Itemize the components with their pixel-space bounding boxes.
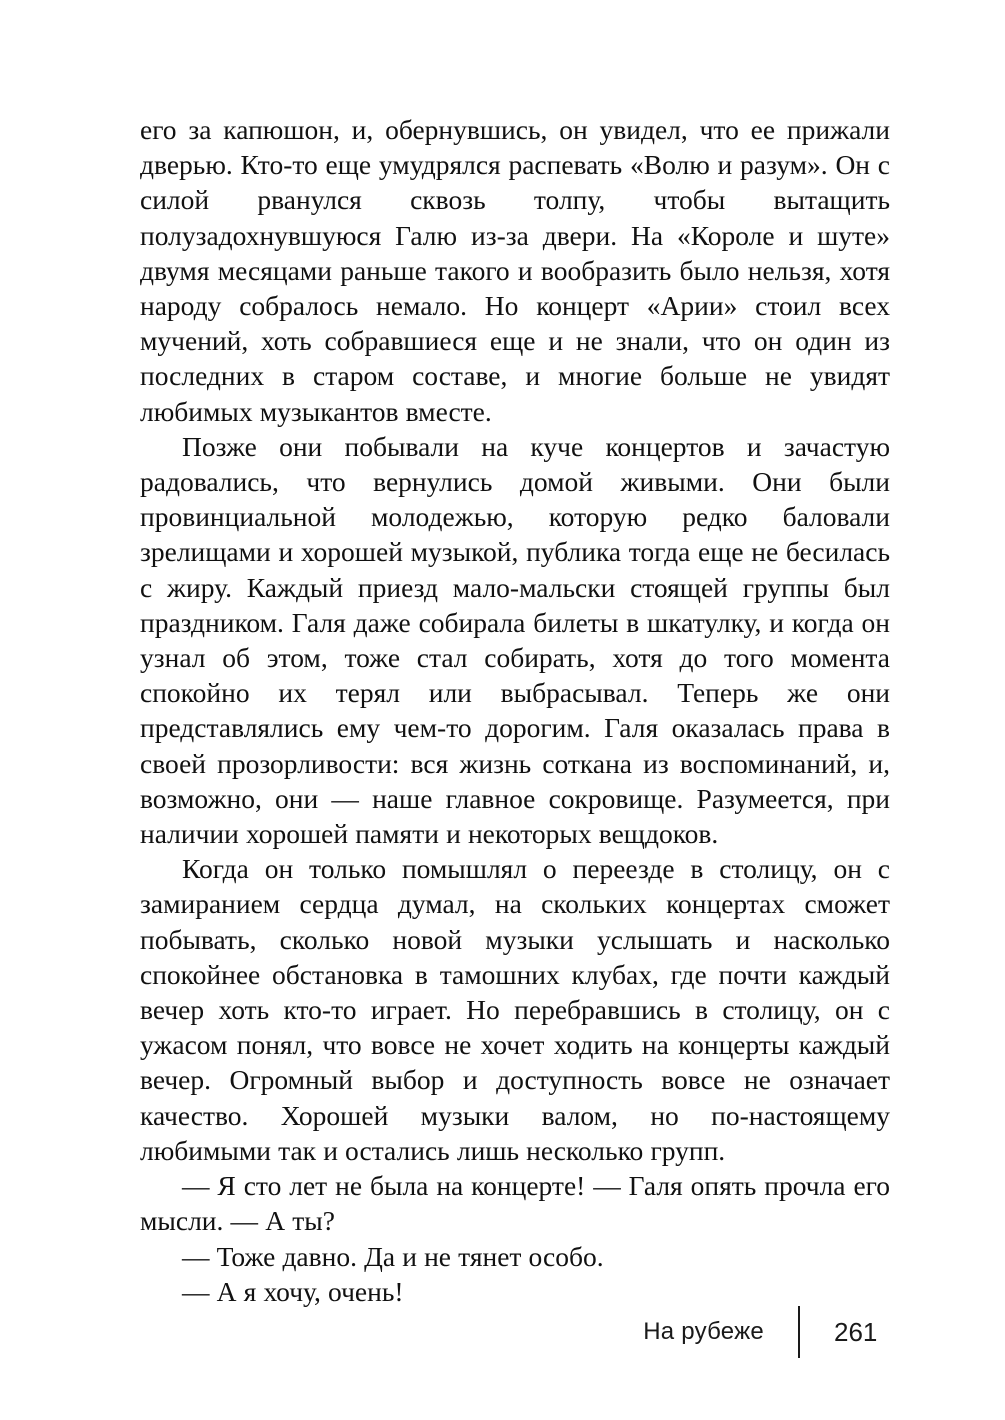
body-paragraph: Когда он только помышлял о переезде в столицу, он с замиранием сердца думал, на скольких концертах сможет побывать, сколько новой музыки услышать и насколько спокойнее обстановка в тамошних клубах, где почти каждый вечер хоть кто-то играет. Но перебравшись в столицу, он с ужасом понял, что вовсе не хочет ходить на концерты каждый вечер. Огромный выбор и доступность вовсе не означает качество. Хорошей музыки валом, но по-настоящему любимыми так и остались лишь несколько групп. [140,853,890,1166]
page-number: 261 [834,1316,878,1347]
body-text-block [140,112,890,1309]
page-footer [140,1300,890,1364]
footer-divider [798,1306,800,1358]
body-paragraph: Позже они побывали на куче концертов и зачастую радовались, что вернулись домой живыми. Они были провинциальной молодежью, которую редко баловали зрелищами и хорошей музыкой, публика тогда еще не бесилась с жиру. Каждый приезд мало-мальски стоящей группы был праздником. Галя даже собирала билеты в шкатулку, и когда он узнал об этом, тоже стал собирать, хотя до того момента спокойно их терял или выбрасывал. Теперь же они представлялись ему чем-то дорогим. Галя оказалась права в своей прозорливости: вся жизнь соткана из воспоминаний, и, возможно, они — наше главное сокровище. Разумеется, при наличии хорошей памяти и некоторых вещдоков. [140,430,890,850]
running-title: На рубеже [643,1318,764,1345]
dialogue-line: — А я хочу, очень! [182,1275,404,1307]
dialogue-line: — Я сто лет не была на концерте! — Галя опять прочла его мысли. — А ты? [140,1170,890,1237]
body-paragraph: его за капюшон, и, обернувшись, он увидел, что ее прижали дверью. Кто-то еще умудрялся распевать «Волю и разум». Он с силой рванулся сквозь толпу, чтобы вытащить полузадохнувшуюся Галю из-за двери. На «Короле и шуте» двумя месяцами раньше такого и вообразить было нельзя, хотя народу собралось немало. Но концерт «Арии» стоил всех мучений, хоть собравшиеся еще и не знали, что он один из последних в старом составе, и многие больше не увидят любимых музыкантов вместе. [140,114,890,427]
dialogue-line: — Тоже давно. Да и не тянет особо. [182,1240,604,1272]
